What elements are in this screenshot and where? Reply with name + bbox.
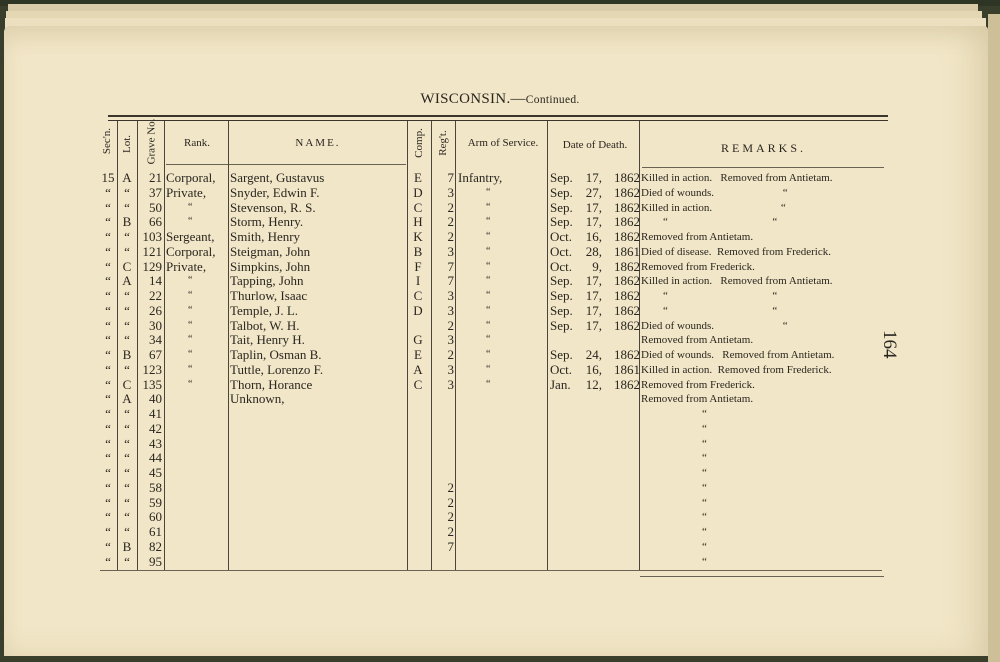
cell-sec: “ <box>105 391 111 407</box>
cell-lot: C <box>122 376 132 392</box>
cell-mon: Oct. <box>550 243 573 259</box>
header-remarks: REMARKS. <box>720 141 806 155</box>
header-underline <box>166 164 406 165</box>
cell-lot: B <box>122 214 132 230</box>
cell-arm: “ <box>486 275 491 287</box>
cell-grave: 61 <box>149 524 162 539</box>
cell-sec: 15 <box>101 170 115 185</box>
cell-day: 16, <box>585 229 602 244</box>
cell-sec: “ <box>105 509 111 525</box>
cell-sec: “ <box>105 376 111 392</box>
cell-rank: Sergeant, <box>166 229 215 244</box>
cell-year: 1862 <box>614 199 640 215</box>
cell-remarks: Killed in action. Removed from Antietam. <box>641 275 833 288</box>
cell-grave: 58 <box>149 479 162 495</box>
cell-comp: F <box>414 258 422 274</box>
page-number: 164 <box>879 330 900 359</box>
cell-reg: 2 <box>447 509 454 525</box>
cell-sec: “ <box>105 243 111 259</box>
cell-remarks: “ <box>702 496 707 509</box>
cell-rank: “ <box>188 363 193 375</box>
column-rule <box>455 121 456 570</box>
cell-comp: I <box>415 273 421 289</box>
cell-arm: “ <box>486 260 491 272</box>
cell-year: 1862 <box>614 302 640 318</box>
cell-grave: 22 <box>149 288 162 303</box>
cell-rank: “ <box>188 334 193 346</box>
cell-lot: B <box>122 347 132 362</box>
cell-lot: “ <box>124 199 130 215</box>
cell-year: 1862 <box>614 347 640 362</box>
cell-comp: E <box>414 170 422 185</box>
cell-grave: 40 <box>149 391 162 407</box>
cell-sec: “ <box>105 199 111 215</box>
cell-grave: 67 <box>149 347 162 362</box>
cell-comp: E <box>414 347 422 362</box>
cell-arm: “ <box>486 304 491 316</box>
cell-lot: “ <box>124 494 130 510</box>
cell-rank: “ <box>188 216 193 228</box>
cell-grave: 41 <box>149 406 162 421</box>
cell-remarks: Killed in action. Removed from Frederick. <box>641 363 832 376</box>
cell-name: Taplin, Osman B. <box>230 347 322 362</box>
cell-rank: Private, <box>166 184 207 200</box>
cell-sec: “ <box>105 302 111 318</box>
cell-arm: “ <box>486 349 491 360</box>
cell-comp: D <box>413 302 423 318</box>
cell-grave: 121 <box>142 243 162 259</box>
cell-grave: 95 <box>149 553 162 569</box>
cell-remarks: Removed from Antietam. <box>641 231 754 243</box>
cell-sec: “ <box>105 317 111 333</box>
cell-mon: Sep. <box>550 302 573 318</box>
cell-lot: A <box>122 273 132 289</box>
cell-grave: 14 <box>149 273 162 289</box>
cell-sec: “ <box>105 524 111 539</box>
bottom-rule-remarks <box>640 576 884 577</box>
cell-arm: “ <box>486 290 491 301</box>
cell-name: Stevenson, R. S. <box>230 199 316 215</box>
header-date-of-death: Date of Death. <box>562 139 628 151</box>
cell-remarks: “ <box>702 526 707 538</box>
cell-mon: Sep. <box>550 199 573 215</box>
cell-grave: 103 <box>142 229 162 244</box>
cell-sec: “ <box>105 288 111 303</box>
book-side-edge <box>988 14 1000 662</box>
cell-remarks: “ <box>702 452 707 465</box>
cell-comp: D <box>413 184 423 200</box>
cell-reg: 2 <box>447 229 454 244</box>
cell-arm: “ <box>486 186 491 198</box>
cell-day: 16, <box>585 361 602 377</box>
cell-year: 1861 <box>614 361 640 377</box>
cell-reg: 7 <box>447 170 454 185</box>
cell-grave: 135 <box>142 376 162 392</box>
cell-lot: “ <box>124 479 130 495</box>
cell-mon: Jan. <box>550 376 571 392</box>
cell-year: 1862 <box>614 170 640 185</box>
cell-grave: 21 <box>149 170 162 185</box>
cell-name: Snyder, Edwin F. <box>230 184 320 200</box>
cell-grave: 66 <box>149 214 162 230</box>
cell-comp: K <box>413 229 423 244</box>
cell-remarks: Died of wounds. “ <box>641 319 788 332</box>
cell-remarks: “ <box>702 467 707 479</box>
header-name: NAME. <box>295 137 341 149</box>
cell-comp: C <box>413 199 423 215</box>
cell-remarks: Killed in action. Removed from Antietam. <box>641 172 833 184</box>
cell-arm: “ <box>486 231 491 242</box>
cell-comp: G <box>413 332 423 348</box>
cell-day: 17, <box>585 170 602 185</box>
cell-lot: “ <box>124 420 130 436</box>
header-rank: Rank. <box>184 137 210 149</box>
cell-lot: “ <box>124 229 130 244</box>
cell-rank: “ <box>188 201 193 213</box>
cell-comp: H <box>413 214 423 230</box>
cell-reg: 3 <box>447 332 454 348</box>
column-rule <box>164 121 165 570</box>
cell-day: 17, <box>585 302 602 318</box>
cell-reg: 2 <box>447 317 454 333</box>
cell-mon: Sep. <box>550 273 573 289</box>
cell-grave: 82 <box>149 538 162 554</box>
cell-lot: “ <box>124 509 130 525</box>
cell-grave: 45 <box>149 465 162 480</box>
cell-reg: 2 <box>447 199 454 215</box>
top-rule-thin <box>108 120 888 121</box>
cell-mon: Sep. <box>550 214 573 230</box>
cell-rank: “ <box>188 319 193 331</box>
cell-lot: “ <box>124 406 130 421</box>
cell-name: Tuttle, Lorenzo F. <box>230 361 324 377</box>
cell-lot: “ <box>124 524 130 539</box>
cell-day: 24, <box>585 347 602 362</box>
cell-remarks: Removed from Frederick. <box>641 260 755 273</box>
cell-remarks: “ <box>702 422 707 435</box>
cell-remarks: Killed in action. “ <box>641 201 786 214</box>
cell-lot: C <box>122 258 132 274</box>
cell-reg: 2 <box>447 524 454 539</box>
cell-name: Simpkins, John <box>230 258 311 274</box>
cell-day: 17, <box>585 199 602 215</box>
cell-comp: C <box>413 288 423 303</box>
cell-lot: “ <box>124 243 130 259</box>
cell-grave: 37 <box>149 184 162 200</box>
cell-grave: 43 <box>149 435 162 451</box>
cell-year: 1862 <box>614 214 640 230</box>
cell-mon: Oct. <box>550 229 573 244</box>
cell-sec: “ <box>105 361 111 377</box>
cell-lot: “ <box>124 317 130 333</box>
cell-day: 17, <box>585 273 602 289</box>
cell-reg: 2 <box>447 347 454 362</box>
cell-remarks: Removed from Antietam. <box>641 393 754 406</box>
cell-sec: “ <box>105 229 111 244</box>
cell-name: Temple, J. L. <box>230 302 299 318</box>
cell-reg: 7 <box>447 538 454 554</box>
cell-grave: 123 <box>142 361 162 377</box>
cell-lot: “ <box>124 465 130 480</box>
header-arm-of-service: Arm of Service. <box>467 137 539 149</box>
cell-grave: 26 <box>149 302 162 318</box>
cell-day: 9, <box>592 258 602 274</box>
cell-remarks: “ “ <box>641 290 778 302</box>
cell-reg: 7 <box>447 273 454 289</box>
cell-sec: “ <box>105 332 111 348</box>
cell-year: 1861 <box>614 243 640 259</box>
cell-year: 1862 <box>614 317 640 333</box>
cell-mon: Sep. <box>550 288 573 303</box>
cell-name: Unknown, <box>230 391 285 407</box>
cell-arm: “ <box>486 201 491 213</box>
cell-mon: Sep. <box>550 184 573 200</box>
cell-lot: A <box>122 170 132 185</box>
cell-remarks: “ <box>702 540 707 553</box>
cell-remarks: “ <box>702 555 707 568</box>
cell-remarks: Removed from Frederick. <box>641 378 755 391</box>
cell-day: 17, <box>585 317 602 333</box>
cell-grave: 50 <box>149 199 162 215</box>
cell-remarks: “ <box>702 511 707 524</box>
cell-sec: “ <box>105 553 111 569</box>
cell-lot: “ <box>124 302 130 318</box>
cell-day: 27, <box>585 184 602 200</box>
cell-comp: B <box>413 243 423 259</box>
header-company: Comp. <box>413 128 425 158</box>
bottom-rule <box>100 570 882 571</box>
cell-lot: “ <box>124 450 130 466</box>
cell-grave: 42 <box>149 420 162 436</box>
cell-name: Smith, Henry <box>230 229 301 244</box>
cell-remarks: Died of wounds. Removed from Antietam. <box>641 349 835 361</box>
running-head <box>0 91 1000 108</box>
cell-name: Talbot, W. H. <box>230 317 300 333</box>
cell-lot: “ <box>124 435 130 451</box>
running-head-main: WISCONSIN.— <box>420 91 526 107</box>
cell-day: 17, <box>585 288 602 303</box>
cell-sec: “ <box>105 479 111 495</box>
cell-lot: B <box>122 538 132 554</box>
cell-year: 1862 <box>614 229 640 244</box>
cell-rank: “ <box>188 349 193 360</box>
cell-year: 1862 <box>614 273 640 289</box>
cell-mon: Sep. <box>550 170 573 185</box>
cell-remarks: Died of wounds. “ <box>641 186 788 199</box>
cell-year: 1862 <box>614 376 640 392</box>
cell-remarks: “ <box>702 437 707 450</box>
cell-reg: 7 <box>447 258 454 274</box>
header-grave-no: Grave No. <box>145 118 158 165</box>
cell-rank: Corporal, <box>166 243 216 259</box>
cell-sec: “ <box>105 347 111 362</box>
cell-rank: “ <box>188 290 193 301</box>
cell-year: 1862 <box>614 288 640 303</box>
cell-year: 1862 <box>614 258 640 274</box>
cell-remarks: “ “ <box>641 304 778 317</box>
cell-reg: 2 <box>447 214 454 230</box>
cell-day: 12, <box>585 376 602 392</box>
cell-sec: “ <box>105 465 111 480</box>
running-head-continued: Continued. <box>525 94 580 106</box>
cell-sec: “ <box>105 450 111 466</box>
cell-arm: “ <box>486 378 491 390</box>
cell-grave: 44 <box>149 450 162 466</box>
cell-name: Storm, Henry. <box>230 214 304 230</box>
cell-rank: “ <box>188 304 193 316</box>
cell-remarks: Removed from Antietam. <box>641 334 754 347</box>
cell-arm: Infantry, <box>458 170 503 185</box>
cell-grave: 60 <box>149 509 162 525</box>
cell-arm: “ <box>486 334 491 346</box>
cell-sec: “ <box>105 258 111 274</box>
cell-remarks: “ “ <box>641 216 778 229</box>
cell-grave: 59 <box>149 494 162 510</box>
cell-sec: “ <box>105 406 111 421</box>
cell-grave: 129 <box>142 258 162 274</box>
cell-reg: 3 <box>447 288 454 303</box>
cell-comp: C <box>413 376 423 392</box>
cell-sec: “ <box>105 494 111 510</box>
cell-lot: “ <box>124 288 130 303</box>
cell-comp: A <box>413 361 423 377</box>
remarks-underline <box>642 167 884 168</box>
cell-remarks: “ <box>702 481 707 494</box>
cell-reg: 2 <box>447 494 454 510</box>
cell-lot: “ <box>124 184 130 200</box>
cell-lot: “ <box>124 361 130 377</box>
cell-name: Steigman, John <box>230 243 311 259</box>
cell-name: Thurlow, Isaac <box>230 288 308 303</box>
cell-reg: 3 <box>447 361 454 377</box>
header-regiment: Reg't. <box>437 130 449 156</box>
cell-year: 1862 <box>614 184 640 200</box>
cell-mon: Oct. <box>550 258 573 274</box>
cell-name: Tapping, John <box>230 273 304 289</box>
cell-sec: “ <box>105 435 111 451</box>
cell-sec: “ <box>105 184 111 200</box>
cell-reg: 3 <box>447 376 454 392</box>
cell-arm: “ <box>486 216 491 228</box>
cell-sec: “ <box>105 273 111 289</box>
cell-sec: “ <box>105 214 111 230</box>
cell-lot: “ <box>124 332 130 348</box>
cell-lot: “ <box>124 553 130 569</box>
cell-grave: 30 <box>149 317 162 333</box>
cell-reg: 3 <box>447 302 454 318</box>
cell-mon: Oct. <box>550 361 573 377</box>
cell-rank: “ <box>188 378 193 390</box>
cell-arm: “ <box>486 319 491 331</box>
header-section: Sec'n. <box>101 127 113 155</box>
cell-day: 28, <box>585 243 602 259</box>
cell-rank: Private, <box>166 258 207 274</box>
cell-remarks: “ <box>702 408 707 420</box>
cell-mon: Sep. <box>550 317 573 333</box>
cell-reg: 3 <box>447 184 454 200</box>
top-rule <box>108 115 888 117</box>
cell-remarks: Died of disease. Removed from Frederick. <box>641 245 831 258</box>
cell-arm: “ <box>486 245 491 257</box>
cell-mon: Sep. <box>550 347 573 362</box>
cell-rank: Corporal, <box>166 170 216 185</box>
cell-rank: “ <box>188 275 193 287</box>
cell-name: Sargent, Gustavus <box>230 170 325 185</box>
cell-lot: A <box>122 391 132 407</box>
cell-reg: 2 <box>447 479 454 495</box>
cell-sec: “ <box>105 538 111 554</box>
cell-reg: 3 <box>447 243 454 259</box>
cell-grave: 34 <box>149 332 162 348</box>
cell-day: 17, <box>585 214 602 230</box>
cell-name: Thorn, Horance <box>230 376 313 392</box>
cell-sec: “ <box>105 420 111 436</box>
cell-arm: “ <box>486 363 491 375</box>
header-lot: Lot. <box>121 134 133 154</box>
cell-name: Tait, Henry H. <box>230 332 305 348</box>
